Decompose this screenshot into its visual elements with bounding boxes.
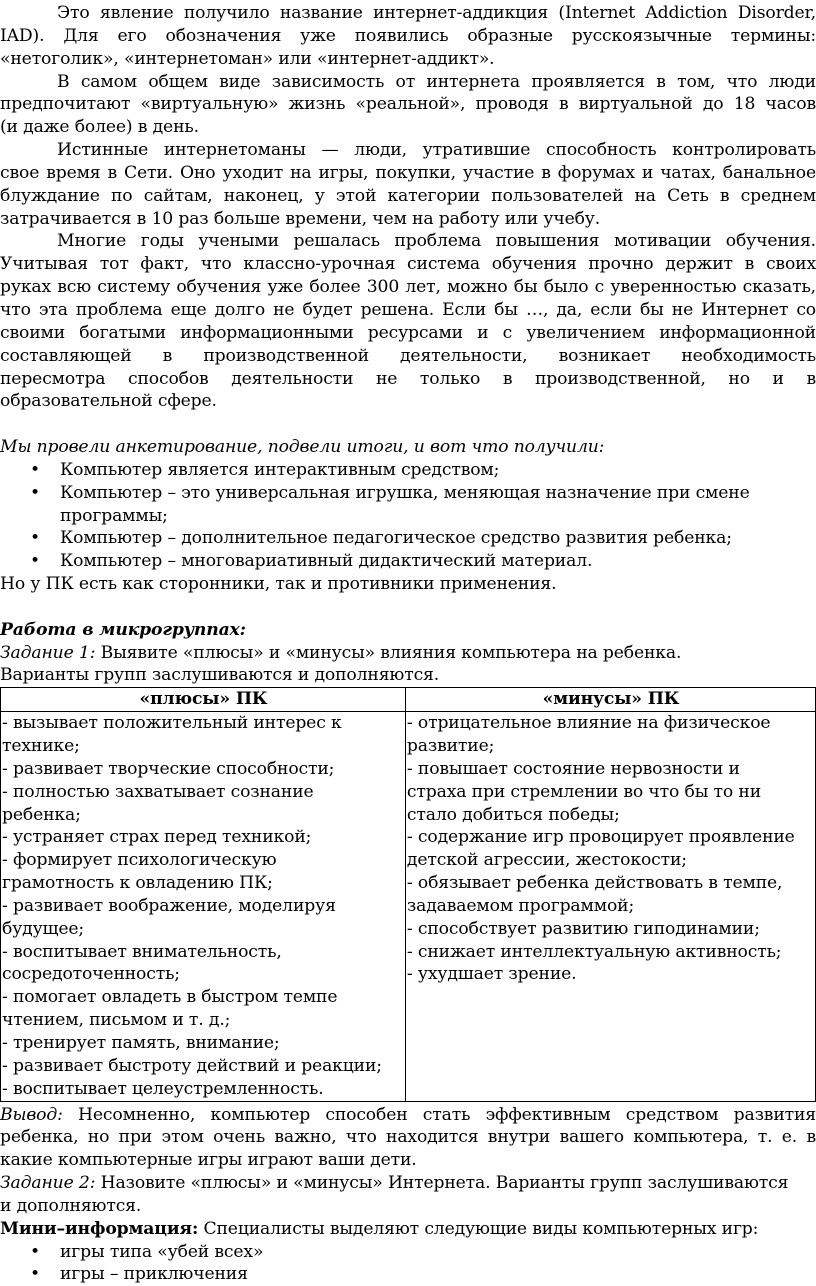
task-1-label: Задание 1: [0, 642, 96, 663]
list-item-text: игры – приключения [60, 1264, 248, 1285]
spacer [0, 413, 816, 436]
list-item-text: Компьютер – многовариативный дидактический материал. [60, 551, 593, 572]
plus-line: - тренирует память, внимание; [2, 1032, 280, 1053]
list-item [0, 550, 816, 573]
list-item-text: игры типа «убей всех» [60, 1241, 264, 1262]
text-line: что эта проблема еще долго не будет решена. Если бы …, да, если бы не Интернет со [0, 299, 816, 320]
minus-line: - отрицательное влияние на физическое [406, 713, 771, 734]
mini-text: Специалисты выделяют следующие виды компьютерных игр: [198, 1218, 759, 1239]
plus-line: - развивает воображение, моделируя [2, 895, 336, 916]
list-item [0, 1263, 816, 1286]
text-line: пересмотра способов деятельности не только в производственной, но и в [0, 368, 816, 389]
column-header-plus: «плюсы» ПК [1, 688, 406, 712]
minus-line: - способствует развитию гиподинамии; [406, 918, 760, 939]
plus-line: ребенка; [2, 804, 81, 825]
text-line: (и даже более) в день. [0, 117, 199, 138]
plus-line: будущее; [2, 918, 85, 939]
text-line [0, 1172, 816, 1195]
text-line: своими богатыми информационными ресурсами и с увеличением информационной [0, 322, 816, 343]
list-item [0, 459, 816, 482]
bullet-icon: • [30, 1241, 40, 1262]
list-item [0, 1241, 816, 1264]
task-1 [0, 642, 816, 665]
paragraph-dependency [0, 71, 816, 140]
text-line: свое время в Сети. Оно уходит на игры, покупки, участие в форумах и чатах, банальное [0, 162, 816, 183]
plus-line: - устраняет страх перед техникой; [2, 827, 312, 848]
plus-line: технике; [2, 736, 80, 756]
mini-information [0, 1218, 816, 1241]
minus-cell [405, 712, 815, 1101]
paragraph-motivation [0, 230, 816, 413]
minus-line: - содержание игр провоцирует проявление [406, 827, 795, 848]
minus-line: - ухудшает зрение. [406, 964, 577, 985]
text-line: затрачивается в 10 раз больше времени, чем на работу или учебу. [0, 208, 601, 229]
plus-line: - полностью захватывает сознание [2, 781, 314, 802]
text-line: образовательной сфере. [0, 391, 217, 412]
plus-line: сосредоточенность; [2, 964, 180, 985]
text-line: В самом общем виде зависимость от интернета проявляется в том, что люди [57, 71, 816, 92]
list-item-text: Компьютер является интерактивным средством; [60, 459, 500, 480]
bullet-icon: • [30, 528, 40, 549]
plus-line: - вызывает положительный интерес к [2, 713, 342, 734]
minus-line: - повышает состояние нервозности и [406, 758, 740, 779]
survey-results-list [0, 459, 816, 573]
plus-line: грамотность к овладению ПК; [2, 873, 273, 894]
minus-line: страха при стремлении во что бы то ни [406, 781, 762, 802]
mini-label: Мини–информация: [0, 1218, 199, 1239]
text-line: руках всю систему обучения уже более 300 лет, можно бы было с уверенностью сказать, [0, 277, 816, 298]
conclusion-paragraph [0, 1104, 816, 1173]
plus-line: - воспитывает внимательность, [2, 941, 282, 962]
bullet-icon: • [30, 1264, 40, 1285]
column-header-minus: «минусы» ПК [405, 688, 815, 712]
text-line: «нетоголик», «интернетоман» или «интернет-аддикт». [0, 48, 495, 69]
conclusion-text: Несомненно, компьютер способен стать эффективным средством развития [62, 1104, 816, 1125]
plus-line: - развивает творческие способности; [2, 758, 335, 779]
list-item-text: Компьютер – дополнительное педагогическое средство развития ребенка; [60, 528, 732, 549]
task-1-note: Варианты групп заслушиваются и дополняются. [0, 665, 440, 686]
text-line: Учитывая тот факт, что классно-урочная система обучения прочно держит в своих [0, 254, 816, 275]
plus-cell [1, 712, 406, 1101]
plus-line: - развивает быстроту действий и реакции; [2, 1055, 382, 1076]
plus-line: - помогает овладеть в быстром темпе [2, 987, 338, 1008]
pros-cons-table [0, 687, 816, 1101]
spacer [0, 596, 816, 619]
bullet-icon: • [30, 482, 40, 503]
list-item [0, 482, 816, 528]
plus-line: - воспитывает целеустремленность. [2, 1078, 324, 1099]
table-row [1, 712, 816, 1101]
list-item [0, 527, 816, 550]
section-heading: Работа в микрогруппах: [0, 619, 246, 640]
text-line: блуждание по сайтам, наконец, у этой категории пользователей на Сеть в среднем [0, 185, 816, 206]
survey-intro: Мы провели анкетирование, подвели итоги, и вот что получили: [0, 437, 605, 458]
minus-line: - обязывает ребенка действовать в темпе, [406, 873, 783, 894]
minus-line: - снижает интеллектуальную активность; [406, 941, 782, 962]
minus-line: детской агрессии, жестокости; [406, 850, 687, 871]
paragraph-true-internet-addicts [0, 139, 816, 230]
bullet-icon: • [30, 551, 40, 572]
conclusion-label: Вывод: [0, 1104, 63, 1125]
list-item-text: Компьютер – это универсальная игрушка, меняющая назначение при смене [60, 482, 750, 503]
table-header-row [1, 688, 816, 712]
task-2-text: Назовите «плюсы» и «минусы» Интернета. Варианты групп заслушиваются [95, 1173, 789, 1194]
task-2 [0, 1172, 816, 1218]
survey-outro: Но у ПК есть как сторонники, так и противники применения. [0, 574, 557, 595]
text-line: составляющей в производственной деятельности, возникает необходимость [0, 345, 816, 366]
text-line: ребенка, но при этом очень важно, что находится внутри вашего компьютера, т. е. в [0, 1127, 816, 1148]
plus-line: - формирует психологическую [2, 850, 277, 871]
text-line [0, 1104, 816, 1127]
task-1-text: Выявите «плюсы» и «минусы» влияния компьютера на ребенка. [95, 642, 682, 663]
text-line: Истинные интернетоманы — люди, утратившие способность контролировать [57, 140, 816, 161]
minus-line: развитие; [406, 736, 495, 756]
plus-line: чтением, письмом и т. д.; [2, 1010, 231, 1031]
minus-line: стало добиться победы; [406, 804, 620, 825]
game-types-list [0, 1241, 816, 1286]
text-line: Многие годы учеными решалась проблема повышения мотивации обучения. [57, 231, 816, 252]
task-2-label: Задание 2: [0, 1173, 96, 1194]
text-line: какие компьютерные игры играют ваши дети. [0, 1150, 417, 1171]
text-line: и дополняются. [0, 1195, 142, 1216]
text-line: IAD). Для его обозначения уже появились образные русскоязычные термины: [0, 25, 816, 46]
text-line: предпочитают «виртуальную» жизнь «реальной», проводя в виртуальной до 18 часов [0, 94, 816, 115]
minus-line: задаваемом программой; [406, 895, 635, 916]
list-item-text: программы; [60, 505, 168, 526]
paragraph-addiction-intro [0, 2, 816, 71]
text-line: Это явление получило название интернет-аддикция (Internet Addiction Disorder, [57, 3, 816, 23]
bullet-icon: • [30, 459, 40, 480]
